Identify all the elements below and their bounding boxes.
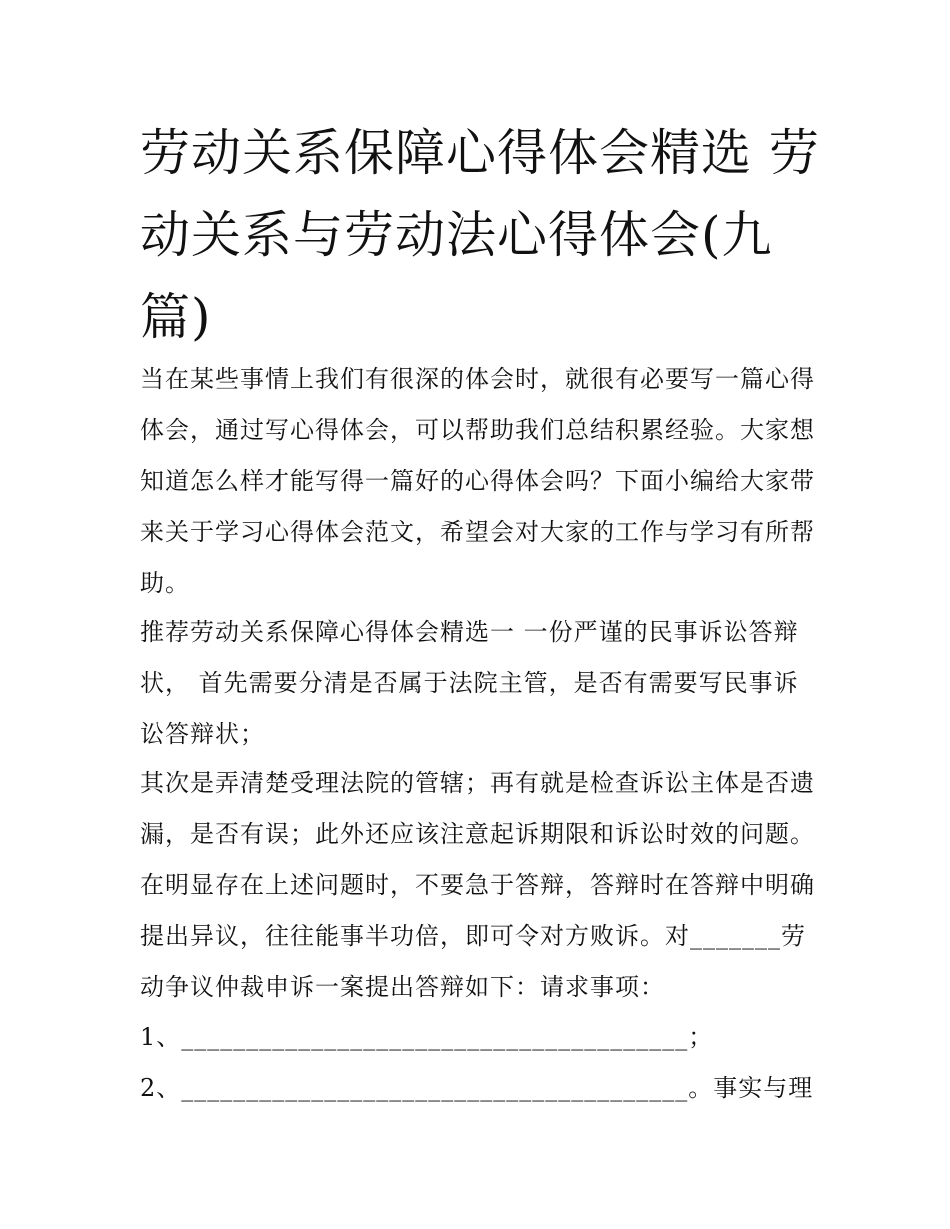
recommend-paragraph: 推荐劳动关系保障心得体会精选一 一份严谨的民事诉讼答辩状， 首先需要分清是否属于法院主管，是否有需要写民事诉讼答辩状；: [140, 618, 799, 748]
request-item-2: 2、_______________________________________。事实与理: [140, 1074, 814, 1102]
body-paragraph: 其次是弄清楚受理法院的管辖；再有就是检查诉讼主体是否遗漏，是否有误；此外还应该注意起诉期限和诉讼时效的问题。在明显存在上述问题时，不要急于答辩，答辩时在答辩中明确提出异议，往往能事半功倍，即可令对方败诉。对_______劳动争议仲裁申诉一案提出答辩如下：请求事项：: [140, 769, 815, 1001]
intro-paragraph: 当在某些事情上我们有很深的体会时，就很有必要写一篇心得体会，通过写心得体会，可以帮助我们总结积累经验。大家想知道怎么样才能写得一篇好的心得体会吗？下面小编给大家带来关于学习心得体会范文，希望会对大家的工作与学习有所帮助。: [140, 365, 815, 597]
request-item-1: 1、_______________________________________；: [140, 1023, 714, 1051]
document-title: 劳动关系保障心得体会精选 劳动关系与劳动法心得体会(九篇): [140, 124, 820, 346]
